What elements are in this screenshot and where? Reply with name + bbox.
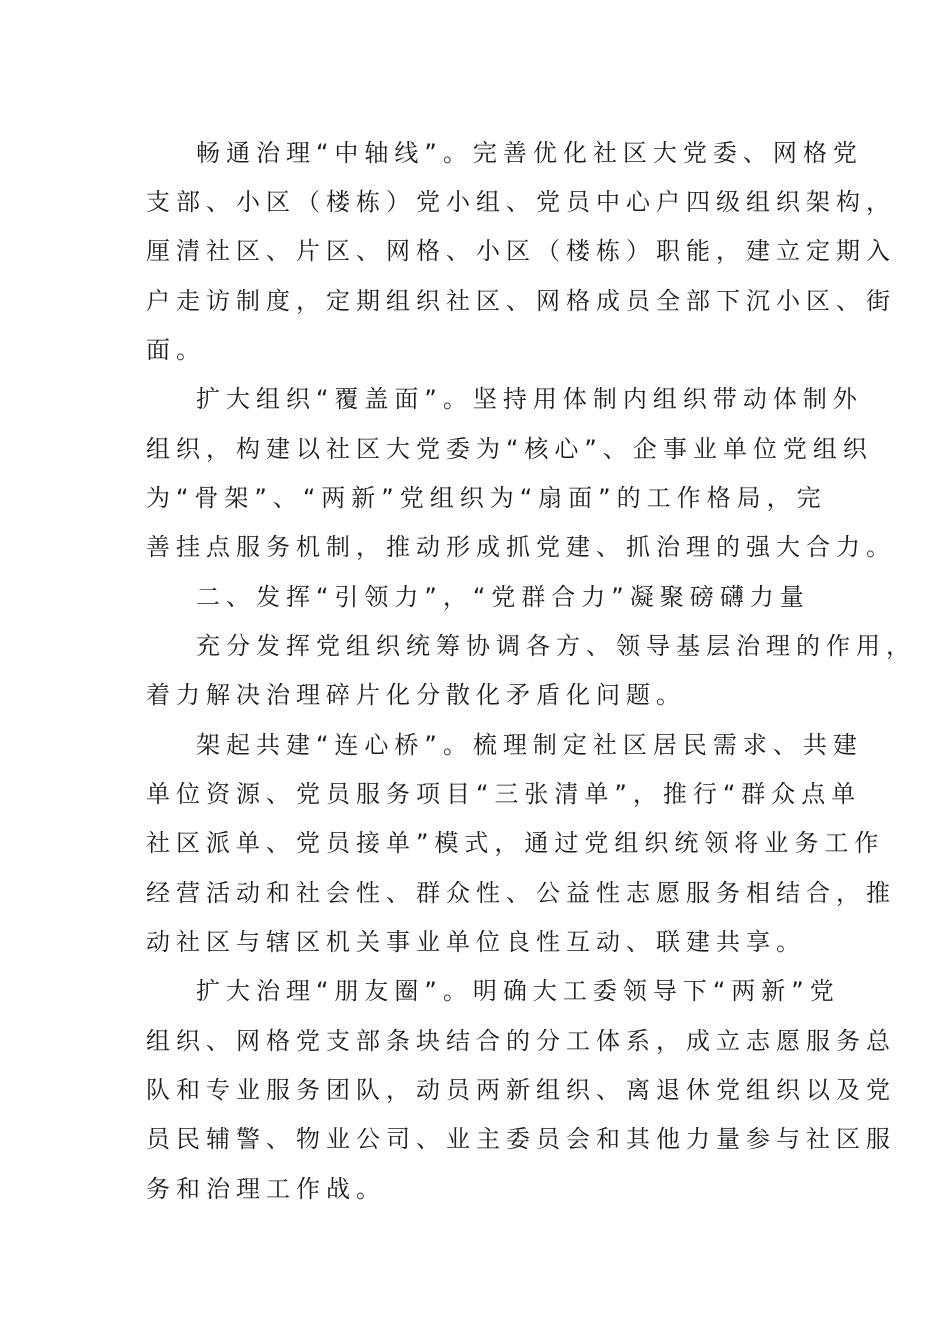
paragraph-5-line-4: 员民辅警、物业公司、业主委员会和其他力量参与社区服 [146, 1125, 896, 1153]
paragraph-2-line-3: 为“骨架”、“两新”党组织为“扇面”的工作格局，完 [146, 484, 827, 512]
paragraph-2-line-4: 善挂点服务机制，推动形成抓党建、抓治理的强大合力。 [146, 533, 896, 561]
paragraph-3-line-2: 着力解决治理碎片化分散化矛盾化问题。 [146, 681, 686, 709]
paragraph-1-line-2: 支部、小区（楼栋）党小组、党员中心户四级组织架构， [146, 188, 896, 216]
paragraph-4-line-3: 社区派单、党员接单”模式，通过党组织统领将业务工作 [146, 829, 885, 857]
paragraph-5-line-3: 队和专业服务团队，动员两新组织、离退休党组织以及党 [146, 1076, 896, 1104]
paragraph-4-line-2: 单位资源、党员服务项目“三张清单”，推行“群众点单 [146, 780, 862, 808]
paragraph-1-line-1: 畅通治理“中轴线”。完善优化社区大党委、网格党 [196, 139, 863, 167]
paragraph-4-line-1: 架起共建“连心桥”。梳理制定社区居民需求、共建 [196, 731, 863, 759]
paragraph-2-line-2: 组织，构建以社区大党委为“核心”、企事业单位党组织 [146, 435, 873, 463]
paragraph-5-line-2: 组织、网格党支部条块结合的分工体系，成立志愿服务总 [146, 1027, 896, 1055]
paragraph-2-line-1: 扩大组织“覆盖面”。坚持用体制内组织带动体制外 [196, 385, 863, 413]
paragraph-4-line-5: 动社区与辖区机关事业单位良性互动、联建共享。 [146, 928, 806, 956]
paragraph-5-line-5: 务和治理工作战。 [146, 1175, 386, 1203]
paragraph-1-line-3: 厘清社区、片区、网格、小区（楼栋）职能，建立定期入 [146, 237, 896, 265]
section-heading: 二、发挥“引领力”，“党群合力”凝聚磅礴力量 [196, 583, 810, 611]
paragraph-3-line-1: 充分发挥党组织统筹协调各方、领导基层治理的作用， [196, 632, 916, 660]
paragraph-1-line-5: 面。 [146, 336, 206, 364]
paragraph-5-line-1: 扩大治理“朋友圈”。明确大工委领导下“两新”党 [196, 977, 840, 1005]
paragraph-1-line-4: 户走访制度，定期组织社区、网格成员全部下沉小区、街 [146, 287, 896, 315]
paragraph-4-line-4: 经营活动和社会性、群众性、公益性志愿服务相结合，推 [146, 879, 896, 907]
